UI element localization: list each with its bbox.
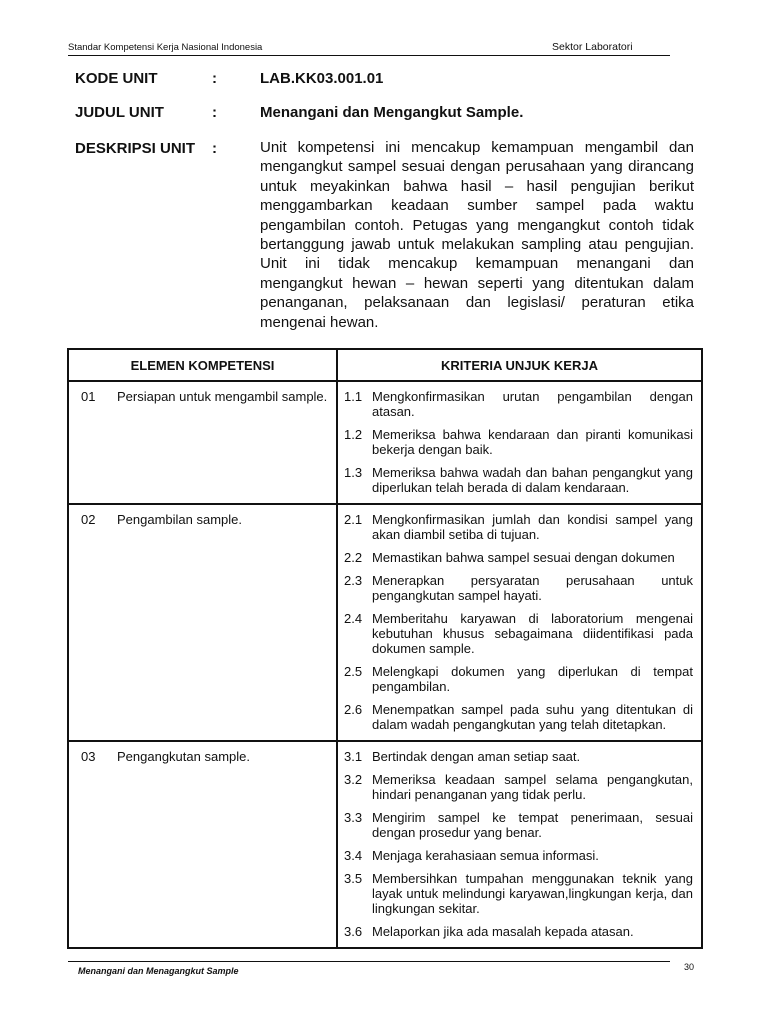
criteria-item — [344, 848, 693, 863]
criteria-cell — [337, 381, 702, 504]
criteria-text: Membersihkan tumpahan menggunakan teknik yang layak untuk melindungi karyawan,lingkungan kerja, dan lingkungan sekitar. — [372, 871, 693, 916]
criteria-number: 3.1 — [344, 749, 363, 764]
element-number: 02 — [81, 512, 96, 527]
criteria-number: 3.2 — [344, 772, 363, 787]
deskripsi-unit-colon: : — [212, 140, 217, 157]
criteria-text: Melaporkan jika ada masalah kepada atasan. — [372, 924, 634, 939]
kode-unit-colon: : — [212, 70, 217, 87]
element-cell — [68, 504, 337, 741]
criteria-item — [344, 749, 693, 764]
footer-rule — [68, 961, 670, 962]
criteria-text: Memeriksa bahwa kendaraan dan piranti komunikasi bekerja dengan baik. — [372, 427, 693, 457]
criteria-number: 3.3 — [344, 810, 363, 825]
deskripsi-unit-text: Unit kompetensi ini mencakup kemampuan mengambil dan mengangkut sampel sesuai dengan perusahaan yang dirancang untuk meyakinkan bahwa hasil – hasil pengujian berikut menggambarkan keadaan sumber sampel pada waktu pengambilan contoh. Petugas yang mengangkut contoh tidak bertanggung jawab untuk melakukan sampling atau pengujian. Unit ini tidak mencakup kemampuan menangani dan mengangkut hewan – hewan seperti yang ditentukan dalam penanganan, pelaksanaan dan legislasi/ peraturan etika mengenai hewan. — [260, 139, 694, 331]
criteria-number: 1.3 — [344, 465, 363, 480]
header-rule — [68, 55, 670, 56]
criteria-number: 1.2 — [344, 427, 363, 442]
criteria-text: Menempatkan sampel pada suhu yang ditentukan di dalam wadah pengangkutan yang telah ditetapkan. — [372, 702, 693, 732]
criteria-number: 2.2 — [344, 550, 363, 565]
header-elemen-kompetensi: ELEMEN KOMPETENSI — [68, 349, 337, 381]
header-kriteria-unjuk-kerja: KRITERIA UNJUK KERJA — [337, 349, 702, 381]
criteria-text: Mengkonfirmasikan urutan pengambilan dengan atasan. — [372, 389, 693, 419]
header-title: Standar Kompetensi Kerja Nasional Indonesia — [68, 42, 263, 53]
criteria-number: 2.6 — [344, 702, 363, 717]
criteria-text: Melengkapi dokumen yang diperlukan di tempat pengambilan. — [372, 664, 693, 694]
criteria-text: Menerapkan persyaratan perusahaan untuk pengangkutan sampel hayati. — [372, 573, 693, 603]
element-title: Pengangkutan sample. — [117, 749, 250, 764]
element-number: 01 — [81, 389, 96, 404]
criteria-number: 2.5 — [344, 664, 363, 679]
criteria-text: Mengkonfirmasikan jumlah dan kondisi sampel yang akan diambil setiba di tujuan. — [372, 512, 693, 542]
element-title: Persiapan untuk mengambil sample. — [117, 389, 328, 404]
criteria-item — [344, 702, 693, 732]
page-number: 30 — [684, 962, 695, 972]
element-number: 03 — [81, 749, 96, 764]
criteria-number: 1.1 — [344, 389, 363, 404]
criteria-item — [344, 550, 693, 565]
criteria-text: Menjaga kerahasiaan semua informasi. — [372, 848, 599, 863]
criteria-number: 2.4 — [344, 611, 363, 626]
criteria-item — [344, 924, 693, 939]
criteria-item — [344, 664, 693, 694]
criteria-item — [344, 772, 693, 802]
criteria-cell — [337, 741, 702, 948]
footer-title: Menangani dan Menagangkut Sample — [78, 966, 239, 976]
deskripsi-unit-label: DESKRIPSI UNIT — [75, 140, 196, 157]
criteria-item — [344, 810, 693, 840]
element-title: Pengambilan sample. — [117, 512, 243, 527]
criteria-item — [344, 573, 693, 603]
kode-unit-value: LAB.KK03.001.01 — [260, 70, 384, 87]
criteria-cell — [337, 504, 702, 741]
criteria-item — [344, 465, 693, 495]
criteria-text: Memastikan bahwa sampel sesuai dengan dokumen — [372, 550, 675, 565]
judul-unit-colon: : — [212, 104, 217, 121]
criteria-text: Bertindak dengan aman setiap saat. — [372, 749, 581, 764]
kode-unit-label: KODE UNIT — [75, 70, 158, 87]
criteria-text: Memeriksa keadaan sampel selama pengangkutan, hindari penanganan yang tidak perlu. — [372, 772, 693, 802]
judul-unit-label: JUDUL UNIT — [75, 104, 164, 121]
criteria-number: 3.6 — [344, 924, 363, 939]
criteria-item — [344, 427, 693, 457]
criteria-number: 3.4 — [344, 848, 363, 863]
criteria-item — [344, 389, 693, 419]
criteria-number: 2.1 — [344, 512, 363, 527]
table-row — [68, 381, 702, 504]
criteria-text: Memberitahu karyawan di laboratorium mengenai kebutuhan khusus sebagaimana diidentifikasi pada dokumen sample. — [372, 611, 693, 656]
element-cell — [68, 381, 337, 504]
criteria-number: 2.3 — [344, 573, 363, 588]
table-header-row — [68, 349, 702, 381]
judul-unit-value: Menangani dan Mengangkut Sample. — [260, 104, 524, 121]
table-row — [68, 741, 702, 948]
criteria-text: Memeriksa bahwa wadah dan bahan pengangkut yang diperlukan telah berada di dalam kendaraan. — [372, 465, 693, 495]
competency-table — [67, 348, 703, 949]
criteria-item — [344, 512, 693, 542]
criteria-item — [344, 871, 693, 916]
header-sector: Sektor Laboratori — [552, 41, 633, 53]
criteria-number: 3.5 — [344, 871, 363, 886]
table-row — [68, 504, 702, 741]
criteria-item — [344, 611, 693, 656]
criteria-text: Mengirim sampel ke tempat penerimaan, sesuai dengan prosedur yang benar. — [372, 810, 693, 840]
element-cell — [68, 741, 337, 948]
